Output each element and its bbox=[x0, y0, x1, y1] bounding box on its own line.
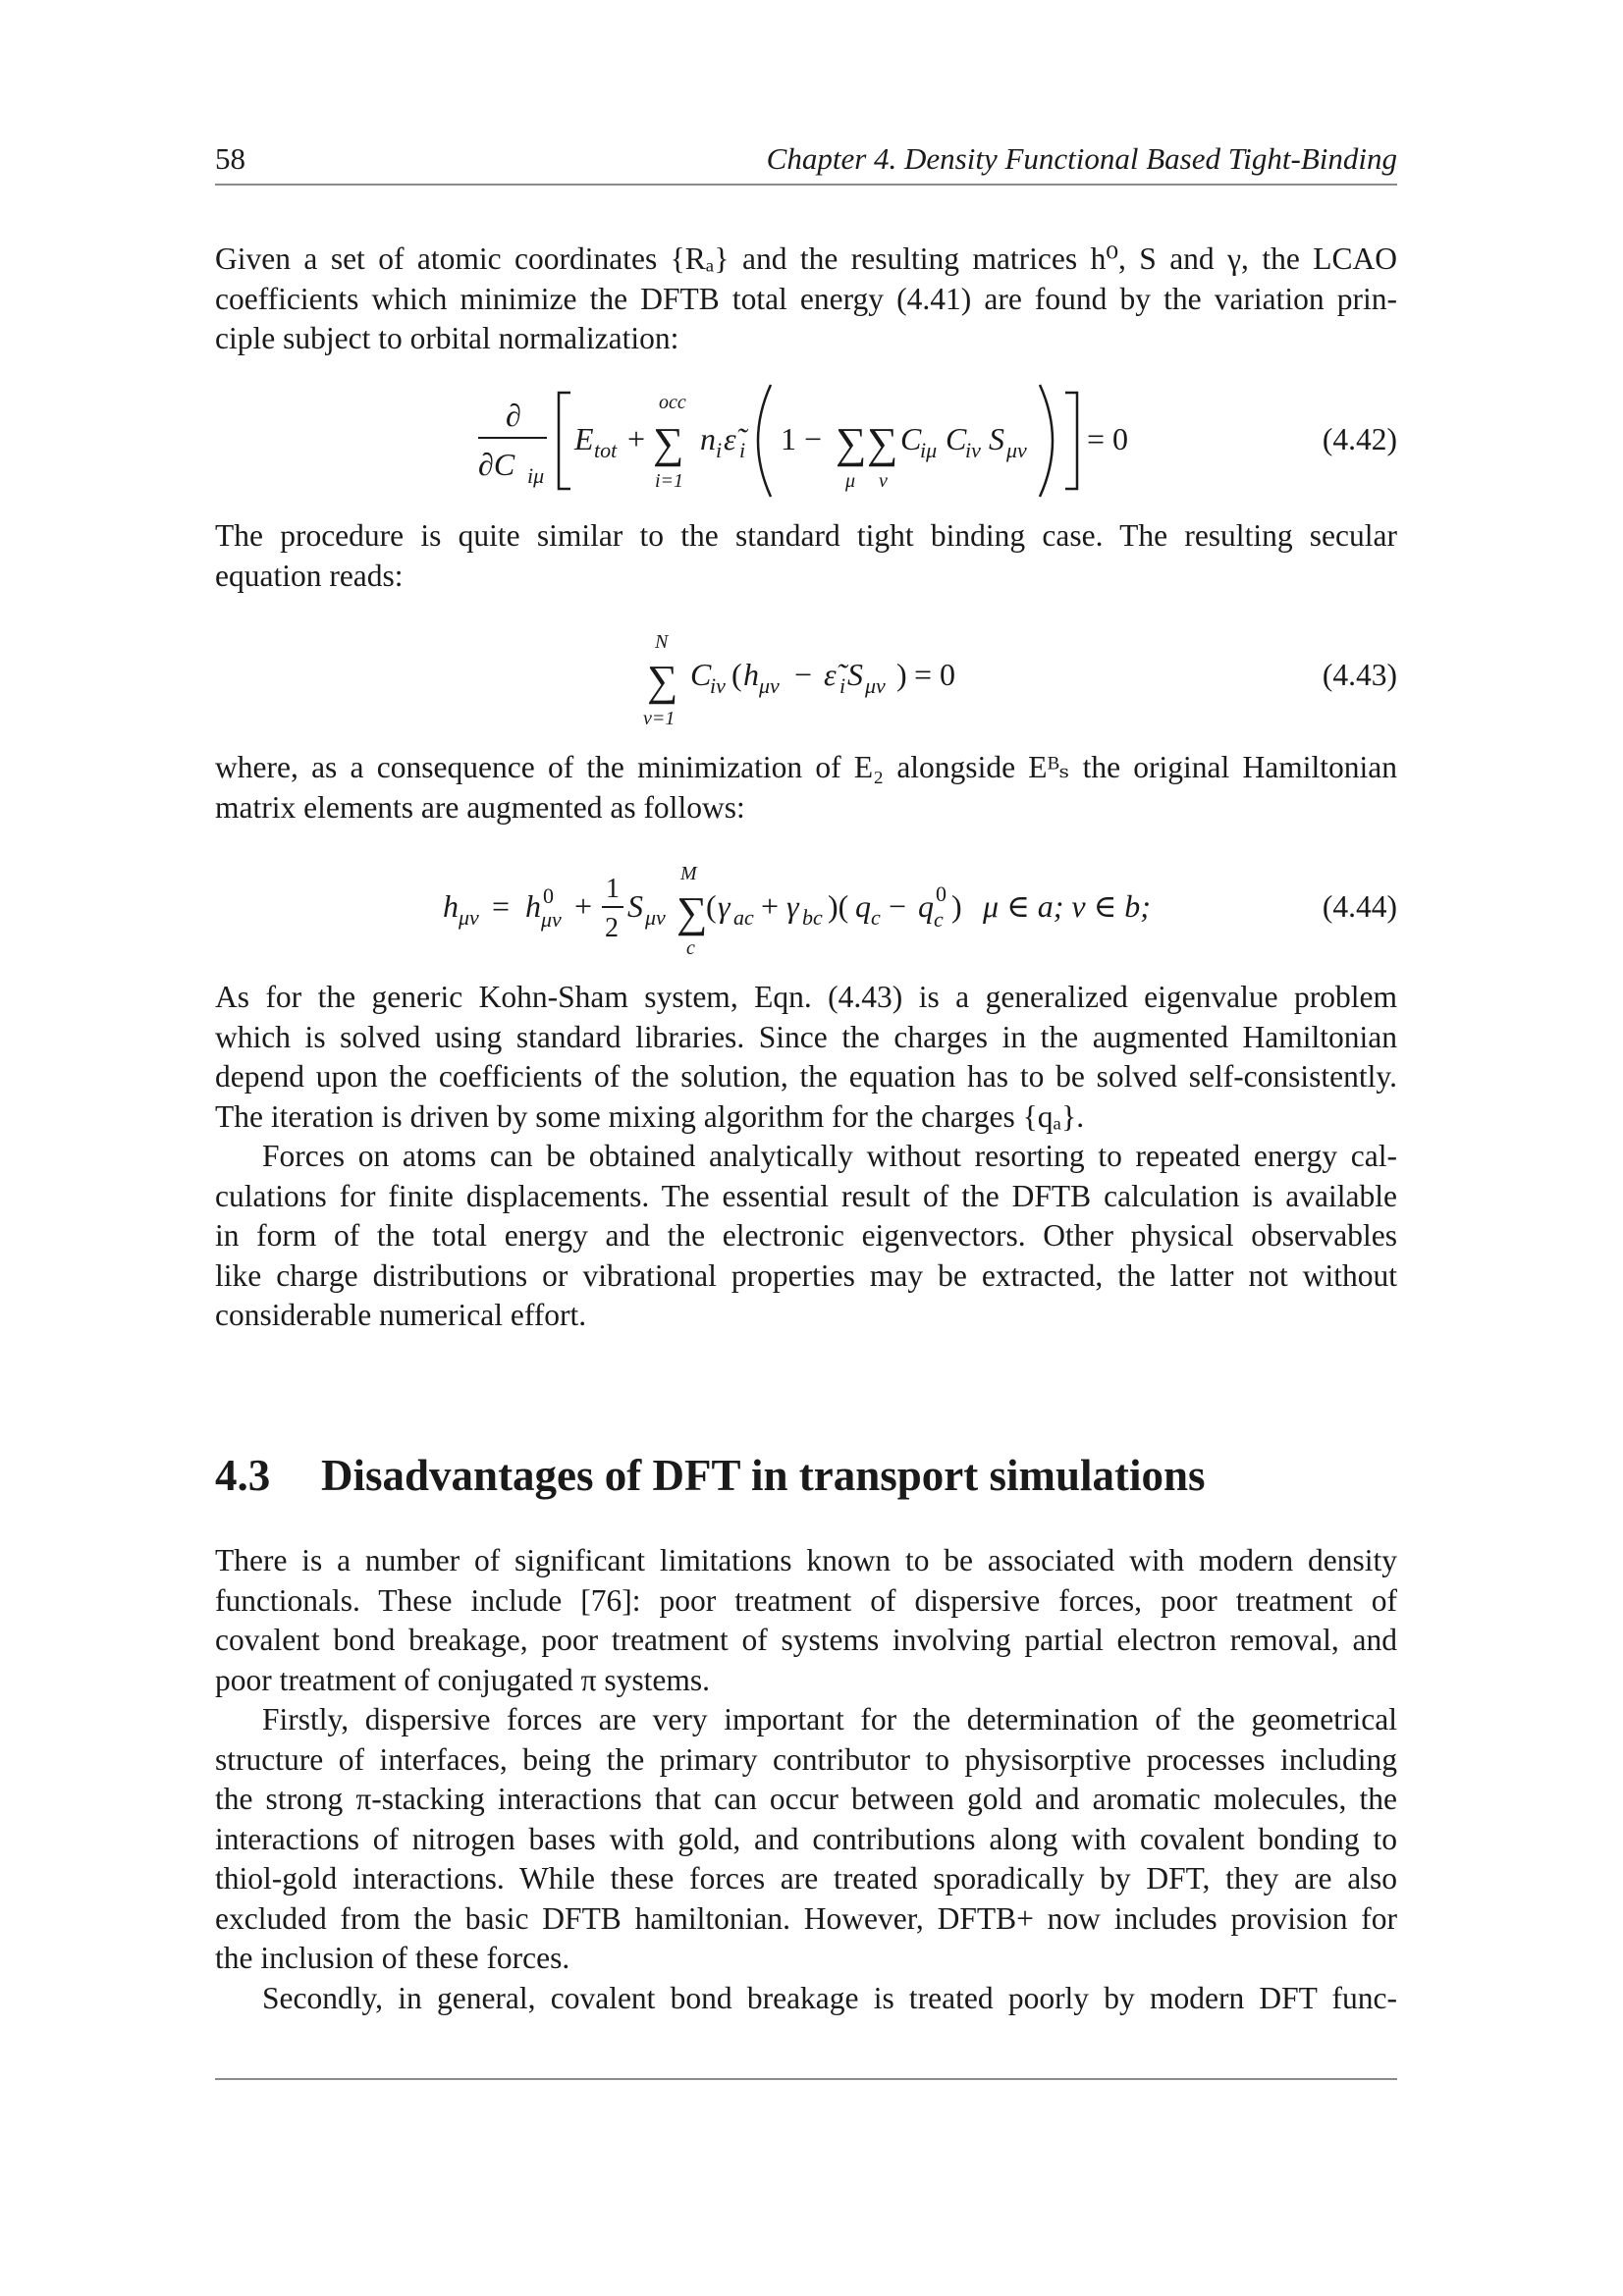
text-line: matrix elements are augmented as follows: bbox=[215, 789, 745, 825]
hamiltonian-zero-subscript: μν bbox=[541, 907, 562, 932]
epsilon-symbol: ε̃ bbox=[824, 657, 837, 692]
sum-symbol: ∑ bbox=[653, 419, 684, 467]
text-line: functionals. These include [76]: poor treatment of dispersive forces, poor treatment of bbox=[215, 1582, 1397, 1618]
open-paren: ( bbox=[706, 888, 717, 924]
hamiltonian-subscript: μν bbox=[759, 673, 780, 698]
sum-symbol: ∑ bbox=[676, 888, 708, 936]
page-number: 58 bbox=[215, 141, 245, 176]
equation-number: (4.42) bbox=[1322, 422, 1397, 456]
one-minus: 1 − bbox=[781, 421, 823, 456]
sum-lower-limit: i=1 bbox=[655, 470, 684, 492]
gamma-2-symbol: γ bbox=[786, 888, 799, 924]
left-paren bbox=[758, 385, 771, 497]
text-line: coefficients which minimize the DFTB total energy (4.41) are found by the variation prin- bbox=[215, 281, 1397, 316]
hamiltonian-zero-superscript: 0 bbox=[543, 883, 554, 908]
text-line: As for the generic Kohn-Sham system, Eqn. (4.43) is a generalized eigenvalue problem bbox=[215, 980, 1397, 1014]
chapter-title: Chapter 4. Density Functional Based Tight-Binding bbox=[766, 141, 1397, 176]
text-line: The procedure is quite similar to the standard tight binding case. The resulting secular bbox=[215, 518, 1397, 553]
text-line: Firstly, dispersive forces are very important for the determination of the geometrical bbox=[262, 1702, 1397, 1736]
energy-subscript: tot bbox=[594, 438, 618, 462]
text-line: in form of the total energy and the electronic eigenvectors. Other physical observables bbox=[215, 1218, 1397, 1253]
overlap-symbol: S bbox=[989, 421, 1004, 456]
charge-zero-subscript: c bbox=[934, 907, 944, 932]
sum-mu-index: μ bbox=[845, 470, 856, 492]
close-paren: ) bbox=[951, 888, 962, 924]
charge-zero-superscript: 0 bbox=[936, 881, 947, 906]
hamiltonian-symbol: h bbox=[443, 888, 459, 924]
paragraph-minimization bbox=[215, 748, 1397, 828]
minus-sign: − bbox=[889, 888, 907, 924]
occupation-symbol: n bbox=[700, 421, 716, 456]
equation-4-43-graphic bbox=[215, 624, 1397, 732]
minus-sign: − bbox=[794, 657, 813, 692]
text-line: poor treatment of conjugated π systems. bbox=[215, 1662, 711, 1697]
half-denominator: 2 bbox=[605, 913, 619, 943]
text-line: considerable numerical effort. bbox=[215, 1298, 587, 1332]
plus-sign-gamma: + bbox=[761, 888, 780, 924]
paragraph-bond-breakage bbox=[215, 1979, 1397, 2019]
close-paren: ) bbox=[896, 657, 907, 692]
equals-zero: = 0 bbox=[1087, 421, 1129, 456]
equation-4-43 bbox=[215, 624, 1397, 732]
text-line: Forces on atoms can be obtained analytically without resorting to repeated energy cal- bbox=[262, 1139, 1397, 1173]
overlap-symbol: S bbox=[847, 657, 863, 692]
occupation-subscript: i bbox=[716, 438, 723, 462]
text-line: There is a number of significant limitations known to be associated with modern density bbox=[215, 1543, 1397, 1577]
right-bracket bbox=[1065, 393, 1077, 489]
sum-lower-limit: c bbox=[686, 937, 695, 959]
equation-number: (4.43) bbox=[1322, 658, 1397, 692]
text-line: Given a set of atomic coordinates {Rₐ} and the resulting matrices h⁰, S and γ, the LCAO bbox=[215, 241, 1397, 276]
text-line: the strong π-stacking interactions that can occur between gold and aromatic molecules, the bbox=[215, 1782, 1397, 1816]
paragraph-kohn-sham bbox=[215, 978, 1397, 1137]
open-paren: ( bbox=[731, 657, 742, 692]
overlap-subscript: μν bbox=[865, 673, 886, 698]
text-line: Secondly, in general, covalent bond breakage is treated poorly by modern DFT func- bbox=[262, 1981, 1397, 2015]
sum-symbol: ∑ bbox=[647, 657, 678, 705]
charge-symbol: q bbox=[855, 888, 871, 924]
text-line: interactions of nitrogen bases with gold, and contributions along with covalent bonding to bbox=[215, 1821, 1397, 1856]
sum-upper-limit: occ bbox=[659, 392, 686, 413]
equation-4-42 bbox=[215, 377, 1397, 505]
hamiltonian-symbol: h bbox=[743, 657, 759, 692]
equation-4-42-graphic bbox=[215, 377, 1397, 505]
sum-nu-index: ν bbox=[879, 470, 888, 492]
coefficient-1-subscript: iμ bbox=[920, 438, 938, 462]
sum-upper-limit: M bbox=[680, 863, 697, 884]
energy-symbol: E bbox=[574, 421, 594, 456]
coefficient-subscript: iν bbox=[710, 673, 726, 698]
overlap-subscript: μν bbox=[645, 905, 666, 930]
gamma-2-subscript: bc bbox=[802, 905, 823, 930]
text-line: The iteration is driven by some mixing algorithm for the charges {qₐ}. bbox=[215, 1098, 1085, 1134]
paragraph-limitations bbox=[215, 1541, 1397, 1700]
paragraph-intro bbox=[215, 240, 1397, 359]
sum-lower-limit: ν=1 bbox=[643, 708, 676, 729]
equation-number: (4.44) bbox=[1322, 889, 1397, 924]
equals-zero: = 0 bbox=[914, 657, 956, 692]
text-line: culations for finite displacements. The essential result of the DFTB calculation is available bbox=[215, 1178, 1397, 1213]
close-open-paren: )( bbox=[828, 888, 849, 924]
hamiltonian-subscript: μν bbox=[459, 905, 479, 930]
paragraph-procedure bbox=[215, 516, 1397, 596]
index-condition: μ ∈ a; ν ∈ b; bbox=[983, 888, 1151, 924]
gamma-1-symbol: γ bbox=[718, 888, 730, 924]
equation-4-44 bbox=[215, 856, 1397, 962]
half-numerator: 1 bbox=[606, 874, 620, 904]
paragraph-forces bbox=[215, 1137, 1397, 1336]
epsilon-subscript: i bbox=[739, 438, 746, 462]
text-line: like charge distributions or vibrational properties may be extracted, the latter not without bbox=[215, 1257, 1397, 1293]
coefficient-2-subscript: iν bbox=[965, 438, 981, 462]
running-header bbox=[215, 137, 1397, 187]
text-line: covalent bond breakage, poor treatment of systems involving partial electron removal, and bbox=[215, 1623, 1397, 1657]
charge-subscript: c bbox=[871, 905, 881, 930]
plus-sign: + bbox=[574, 888, 593, 924]
text-line: thiol-gold interactions. While these forces are treated sporadically by DFT, they are also bbox=[215, 1861, 1397, 1896]
text-line: structure of interfaces, being the primary contributor to physisorptive processes including bbox=[215, 1741, 1397, 1777]
plus-sign: + bbox=[627, 421, 646, 456]
text-line: equation reads: bbox=[215, 558, 404, 593]
section-title: Disadvantages of DFT in transport simulations bbox=[321, 1451, 1206, 1500]
overlap-subscript: μν bbox=[1006, 438, 1027, 462]
section-heading bbox=[215, 1448, 1397, 1503]
paragraph-dispersive-forces bbox=[215, 1700, 1397, 1979]
text-line: ciple subject to orbital normalization: bbox=[215, 321, 679, 355]
sum-upper-limit: N bbox=[655, 631, 669, 653]
header-rule bbox=[215, 184, 1397, 186]
partial-symbol: ∂ bbox=[506, 398, 521, 433]
text-line: the inclusion of these forces. bbox=[215, 1941, 570, 1975]
charge-zero-symbol: q bbox=[918, 888, 934, 924]
text-line: excluded from the basic DFTB hamiltonian. However, DFTB+ now includes provision for bbox=[215, 1900, 1397, 1936]
coefficient-1: C bbox=[900, 421, 922, 456]
denominator: ∂C bbox=[478, 447, 515, 482]
sum-nu-symbol: ∑ bbox=[867, 419, 898, 467]
hamiltonian-zero-symbol: h bbox=[525, 888, 541, 924]
right-paren bbox=[1040, 385, 1053, 497]
footer-rule bbox=[215, 2078, 1397, 2080]
gamma-1-subscript: ac bbox=[733, 905, 754, 930]
text-line: which is solved using standard libraries. Since the charges in the augmented Hamiltonian bbox=[215, 1019, 1397, 1054]
sum-mu-symbol: ∑ bbox=[836, 419, 867, 467]
section-number: 4.3 bbox=[215, 1451, 271, 1500]
overlap-symbol: S bbox=[627, 888, 643, 924]
epsilon-subscript: i bbox=[839, 673, 846, 698]
coefficient-2: C bbox=[946, 421, 967, 456]
denominator-subscript: iμ bbox=[527, 463, 545, 488]
epsilon-symbol: ε̃ bbox=[724, 421, 736, 456]
text-line: depend upon the coefficients of the solution, the equation has to be solved self-consistently. bbox=[215, 1059, 1397, 1094]
text-line: where, as a consequence of the minimization of E₂ alongside Eᴮₛ the original Hamiltonian bbox=[215, 750, 1397, 784]
equation-4-44-graphic bbox=[215, 856, 1397, 962]
coefficient: C bbox=[690, 657, 712, 692]
left-bracket bbox=[559, 393, 570, 489]
equals-sign: = bbox=[492, 888, 511, 924]
